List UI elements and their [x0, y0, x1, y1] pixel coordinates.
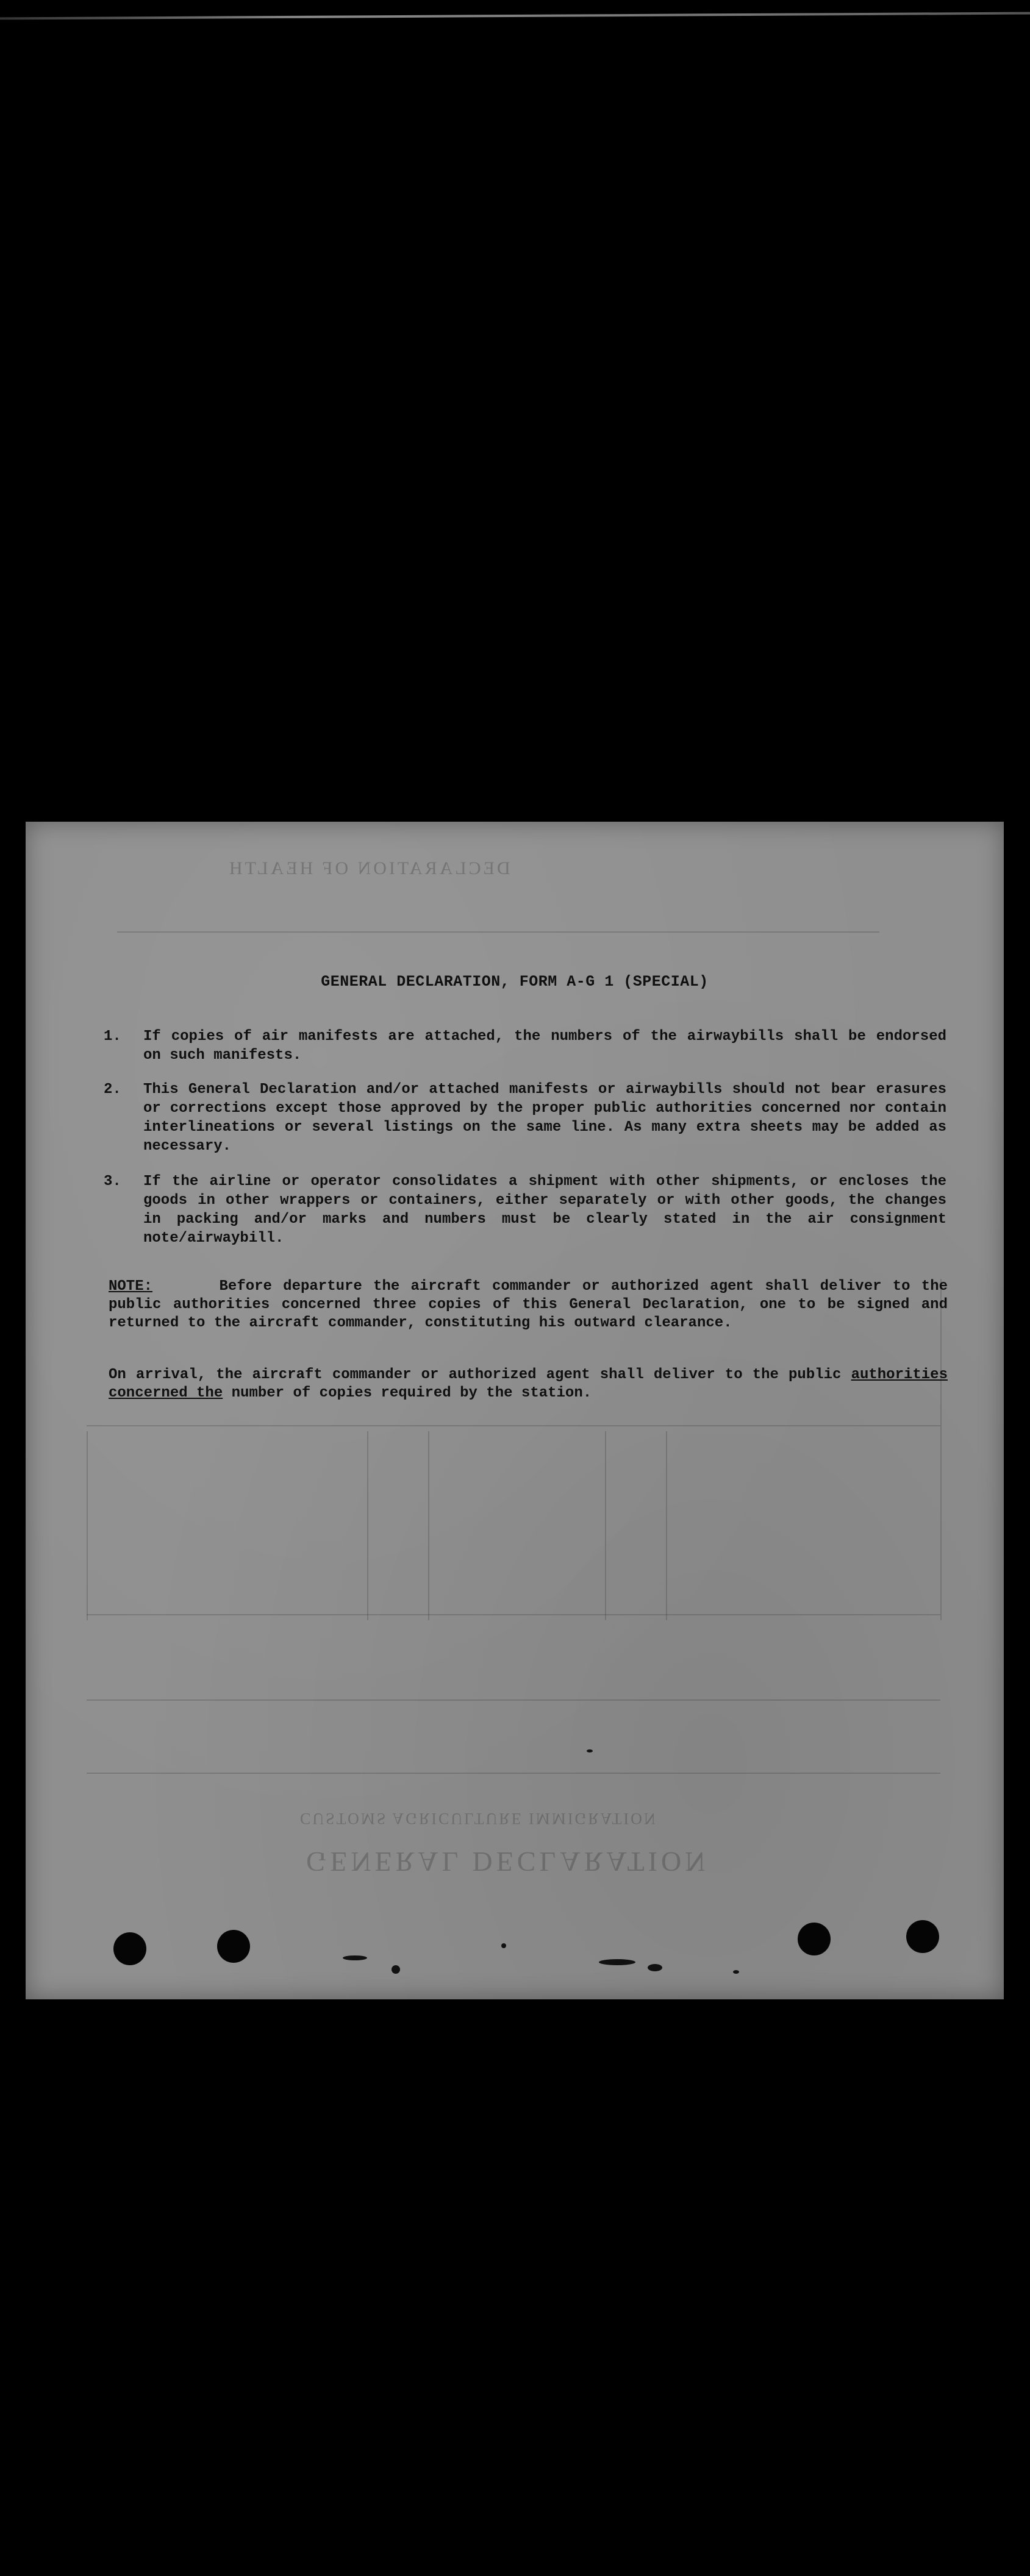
item-number: 3.	[104, 1173, 121, 1190]
arrival-text-tail: number of copies required by the station.	[223, 1385, 592, 1401]
scan-speck	[392, 1965, 400, 1974]
arrival-text-underlined: authorities concerned the	[109, 1367, 948, 1401]
bleed-through-text: CUSTOMS AGRICULTURE IMMIGRATION	[300, 1810, 657, 1827]
punch-hole	[217, 1930, 250, 1963]
scan-speck	[733, 1970, 739, 1974]
bleed-through-text: DECLARATION OF HEALTH	[227, 858, 510, 878]
document-title: GENERAL DECLARATION, FORM A-G 1 (SPECIAL)	[321, 973, 709, 991]
document-content	[26, 822, 1004, 1999]
arrival-note	[109, 1366, 948, 1403]
bleed-through-text: GENERAL DECLARATION	[306, 1846, 709, 1877]
note-label: NOTE:	[109, 1278, 153, 1295]
item-text: If copies of air manifests are attached, the numbers of the airwaybills shall be endorsed on such manifests.	[143, 1028, 946, 1064]
scan-speck	[343, 1955, 367, 1960]
note-spacer	[163, 1278, 208, 1295]
punch-hole	[906, 1920, 939, 1953]
scan-speck	[648, 1964, 662, 1971]
scan-speck	[501, 1943, 506, 1948]
item-text: This General Declaration and/or attached manifests or airwaybills should not bear erasures or corrections except those approved by the proper public authorities concerned nor contain interlineations or several listings on the same line. As many extra sheets may be added as necessary.	[143, 1081, 946, 1155]
item-text: If the airline or operator consolidates a shipment with other shipments, or encloses the goods in other wrappers or containers, either separately or with other goods, the changes in packing and/or marks and numbers must be clearly stated in the air consignment note/airwaybill.	[143, 1173, 946, 1247]
scan-speck	[599, 1959, 635, 1965]
item-number: 1.	[104, 1028, 121, 1045]
scanner-edge-line	[0, 12, 1030, 20]
punch-hole	[798, 1923, 831, 1955]
punch-hole	[113, 1932, 146, 1965]
departure-note	[109, 1278, 948, 1332]
scan-speck	[587, 1749, 593, 1752]
document-sheet	[26, 822, 1004, 1999]
item-number: 2.	[104, 1081, 121, 1098]
instruction-item-1	[105, 1027, 946, 1065]
arrival-text-lead: On arrival, the aircraft commander or authorized agent shall deliver to the public	[109, 1367, 851, 1383]
instruction-item-3	[105, 1172, 946, 1248]
instruction-item-2	[105, 1080, 946, 1156]
note-text: Before departure the aircraft commander or authorized agent shall deliver to the public authorities concerned three copies of this General Declaration, one to be signed and returned to the aircraft commander, constituting his outward clearance.	[109, 1278, 948, 1331]
